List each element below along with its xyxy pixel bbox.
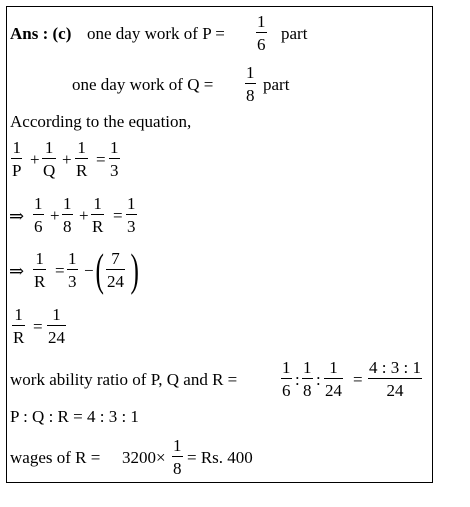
fraction-bar: [281, 378, 292, 379]
denominator: 6: [34, 217, 43, 236]
equals-sign: =: [113, 206, 123, 225]
equals-sign: =: [353, 370, 363, 389]
denominator: R: [34, 272, 46, 291]
ratio-text: work ability ratio of P, Q and R =: [10, 370, 238, 389]
fraction-1-over-24: [324, 358, 343, 400]
numerator: 1: [173, 436, 182, 455]
numerator: 1: [282, 358, 291, 377]
numerator: 1: [127, 194, 136, 213]
fraction-bar: [33, 214, 44, 215]
fraction-1-over-r: [91, 194, 104, 236]
fraction-bar: [302, 378, 313, 379]
denominator: 24: [325, 381, 342, 400]
fraction-1-over-6: [281, 358, 292, 400]
fraction-1-over-3: [126, 194, 137, 236]
implies-arrow: ⇒: [9, 206, 25, 226]
equals-sign: =: [55, 261, 65, 280]
numerator: 1: [52, 305, 61, 324]
fraction-bar: [256, 32, 267, 33]
numerator: 1: [257, 12, 266, 31]
left-paren: (: [95, 244, 104, 295]
fraction-bar: [42, 158, 56, 159]
denominator: R: [76, 161, 88, 180]
fraction-bar: [324, 378, 343, 379]
numerator: 1: [110, 138, 119, 157]
numerator: 1: [329, 358, 338, 377]
wages-answer: = Rs. 400: [187, 448, 253, 467]
numerator: 7: [111, 249, 120, 268]
fraction-bar: [75, 158, 88, 159]
denominator: P: [12, 161, 22, 180]
fraction-1-over-8: [302, 358, 313, 400]
p-work-unit: part: [281, 24, 308, 43]
p-work-text: one day work of P =: [87, 24, 225, 43]
numerator: 1: [34, 194, 43, 213]
fraction-1-over-q: [42, 138, 56, 180]
equation-intro: According to the equation,: [10, 112, 192, 131]
denominator: 8: [173, 459, 182, 478]
fraction-bar: [47, 325, 66, 326]
fraction-bar: [12, 325, 25, 326]
denominator: 8: [246, 86, 255, 105]
denominator: 6: [257, 35, 266, 54]
numerator: 1: [63, 194, 72, 213]
fraction-bar: [126, 214, 137, 215]
fraction-bar: [109, 158, 120, 159]
fraction-bar: [62, 214, 73, 215]
equals-sign: =: [96, 150, 106, 169]
p-work-fraction: [256, 12, 267, 54]
q-work-text: one day work of Q =: [72, 75, 214, 94]
colon: :: [295, 370, 300, 389]
numerator: 1: [68, 249, 77, 268]
fraction-1-over-r: [33, 249, 46, 291]
denominator: 6: [282, 381, 291, 400]
numerator: 1: [303, 358, 312, 377]
fraction-bar: [172, 456, 183, 457]
plus-sign: +: [30, 150, 40, 169]
fraction-bar: [368, 378, 422, 379]
numerator: 1: [246, 63, 255, 82]
fraction-1-over-8: [62, 194, 73, 236]
ratio-fraction: [368, 358, 422, 400]
denominator: 8: [63, 217, 72, 236]
fraction-1-over-6: [33, 194, 44, 236]
denominator: R: [13, 328, 25, 347]
right-paren: ): [130, 244, 139, 295]
denominator: 3: [127, 217, 136, 236]
equals-sign: =: [33, 317, 43, 336]
numerator: 1: [14, 305, 23, 324]
q-work-fraction: [245, 63, 256, 105]
numerator: 1: [93, 194, 102, 213]
denominator: 8: [303, 381, 312, 400]
denominator: R: [92, 217, 104, 236]
denominator: 24: [386, 381, 404, 400]
ratio-result: P : Q : R = 4 : 3 : 1: [10, 407, 139, 426]
q-work-unit: part: [263, 75, 290, 94]
denominator: 24: [107, 272, 124, 291]
fraction-bar: [91, 214, 104, 215]
fraction-bar: [67, 269, 78, 270]
numerator: 1: [44, 138, 54, 157]
colon: :: [316, 370, 321, 389]
fraction-1-over-p: [11, 138, 22, 180]
fraction-7-over-24: [106, 249, 125, 291]
fraction-1-over-3: [109, 138, 120, 180]
denominator: 3: [68, 272, 77, 291]
minus-sign: −: [84, 261, 94, 280]
plus-sign: +: [79, 206, 89, 225]
fraction-1-over-3: [67, 249, 78, 291]
fraction-1-over-r: [12, 305, 25, 347]
fraction-1-over-r: [75, 138, 88, 180]
denominator: 24: [48, 328, 65, 347]
wages-multiplier: 3200×: [122, 448, 166, 467]
fraction-bar: [11, 158, 22, 159]
denominator: Q: [43, 161, 56, 180]
numerator: 1: [12, 138, 21, 157]
fraction-bar: [245, 83, 256, 84]
plus-sign: +: [62, 150, 72, 169]
fraction-1-over-24: [47, 305, 66, 347]
fraction-bar: [106, 269, 125, 270]
implies-arrow: ⇒: [9, 261, 25, 281]
fraction-1-over-8: [172, 436, 183, 478]
numerator: 1: [77, 138, 86, 157]
wages-text: wages of R =: [10, 448, 101, 467]
fraction-bar: [33, 269, 46, 270]
numerator: 4 : 3 : 1: [369, 358, 421, 377]
numerator: 1: [35, 249, 44, 268]
answer-label: Ans : (c): [10, 24, 72, 43]
plus-sign: +: [50, 206, 60, 225]
denominator: 3: [110, 161, 119, 180]
